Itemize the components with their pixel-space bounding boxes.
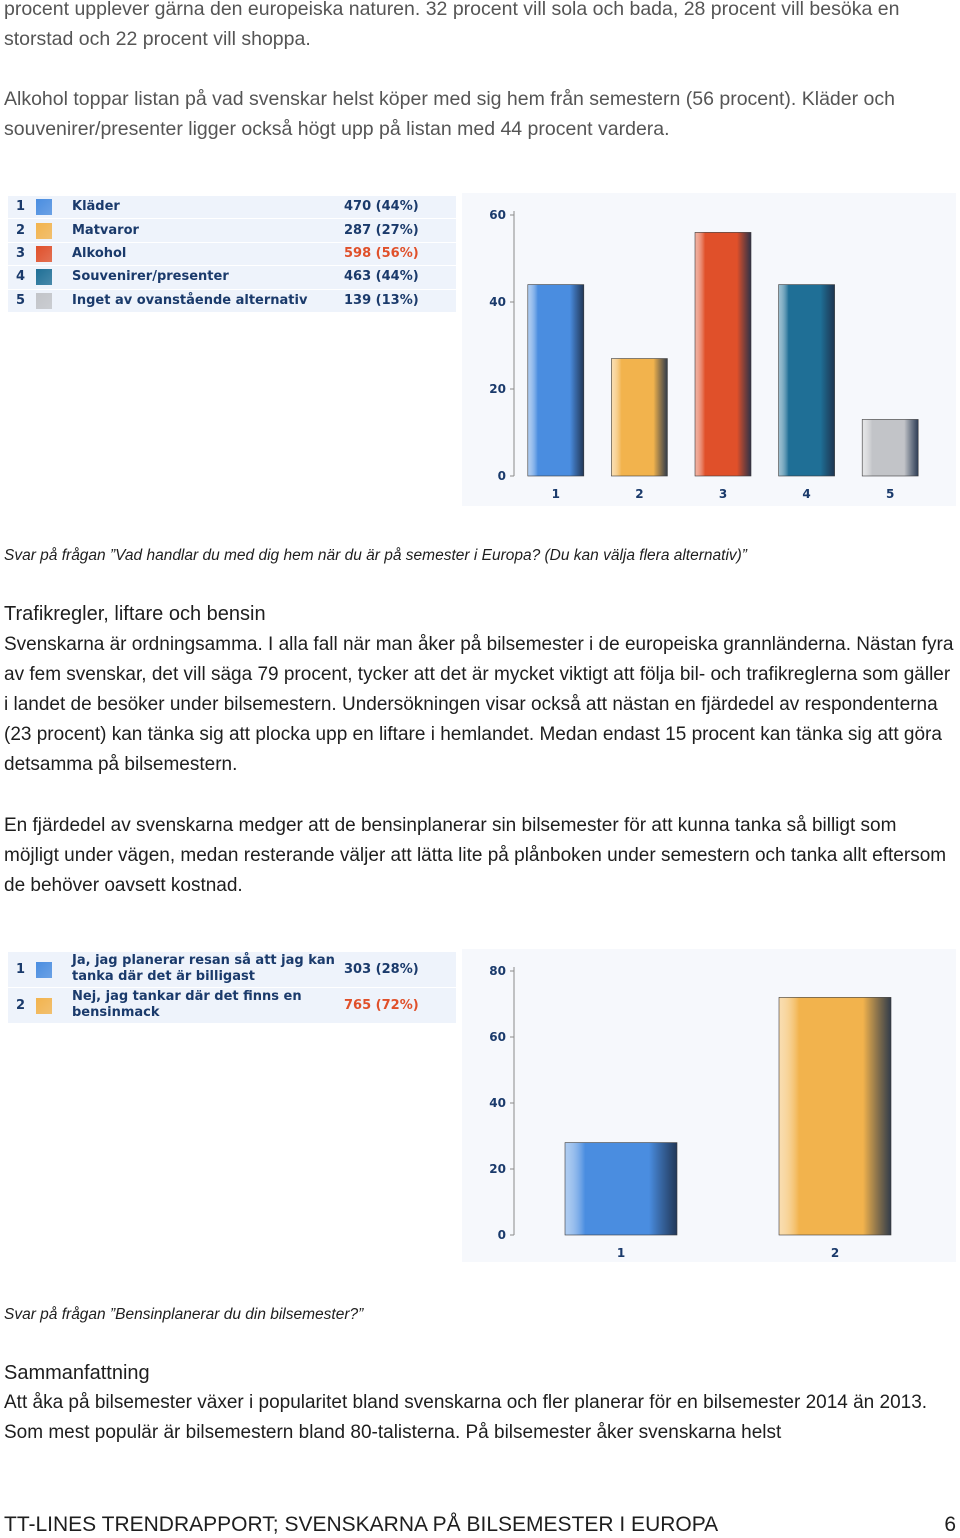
section2-paragraph-2: En fjärdedel av svenskarna medger att de bensinplanerar sin bilsemester för att kunna tanka så billigt som möjligt under vägen, medan resterande väljer att lätta lite på plånboken under semestern och tanka allt eftersom de behöver oavsett kostnad. (4, 815, 947, 896)
legend-label: Matvaror (72, 222, 139, 238)
legend-label: Souvenirer/presenter (72, 269, 229, 285)
survey1-legend-row (8, 290, 456, 312)
legend-value: 470 (44%) (344, 199, 419, 215)
bar-shading-5 (862, 419, 918, 476)
legend-number: 3 (16, 245, 26, 261)
x-tick-label: 2 (635, 487, 644, 501)
bar-shading-2 (779, 997, 891, 1235)
page-number: 6 (944, 1513, 956, 1536)
y-tick-label: 40 (489, 1096, 506, 1110)
bar-shading-1 (565, 1143, 677, 1235)
y-tick-label: 0 (497, 469, 506, 483)
x-tick-label: 1 (551, 487, 560, 501)
survey2-chart-svg (462, 949, 956, 1262)
legend-number: 2 (16, 997, 26, 1013)
intro-paragraph-1: procent upplever gärna den europeiska naturen. 32 procent vill sola och bada, 28 procent vill besöka en storstad och 22 procent vill shoppa. (4, 0, 900, 50)
survey1-bar-chart (462, 193, 956, 506)
legend-label: Nej, jag tankar där det finns en bensinmack (72, 989, 302, 1020)
survey1-legend-row (8, 196, 456, 218)
bar-shading-2 (611, 359, 667, 476)
legend-swatch (36, 293, 52, 309)
legend-swatch (36, 962, 52, 978)
legend-swatch (36, 223, 52, 239)
legend-value: 765 (72%) (344, 997, 419, 1013)
survey2-legend (8, 952, 456, 1024)
survey2-bar-chart (462, 949, 956, 1262)
footer-title: TT-LINES TRENDRAPPORT; SVENSKARNA PÅ BILSEMESTER I EUROPA (4, 1513, 719, 1536)
survey1-legend-row (8, 266, 456, 288)
survey1-legend-row (8, 243, 456, 265)
y-tick-label: 0 (497, 1228, 506, 1242)
survey1-caption: Svar på frågan ”Vad handlar du med dig hem när du är på semester i Europa? (Du kan välja flera alternativ)” (4, 547, 747, 564)
legend-label: Kläder (72, 199, 120, 215)
survey2-legend-row (8, 988, 456, 1023)
legend-number: 5 (16, 292, 26, 308)
legend-value: 303 (28%) (344, 961, 419, 977)
summary-heading: Sammanfattning (4, 1362, 150, 1384)
survey1-legend-row (8, 219, 456, 241)
bar-shading-3 (695, 232, 751, 476)
y-tick-label: 80 (489, 964, 506, 978)
legend-swatch (36, 246, 52, 262)
y-tick-label: 60 (489, 208, 506, 222)
legend-swatch (36, 269, 52, 285)
survey1-chart-svg (462, 193, 956, 506)
legend-label: Inget av ovanstående alternativ (72, 292, 308, 308)
y-tick-label: 40 (489, 295, 506, 309)
y-tick-label: 20 (489, 382, 506, 396)
legend-value: 598 (56%) (344, 245, 419, 261)
legend-value: 463 (44%) (344, 269, 419, 285)
section2-heading: Trafikregler, liftare och bensin (4, 603, 266, 625)
y-tick-label: 60 (489, 1030, 506, 1044)
intro-paragraph-2: Alkohol toppar listan på vad svenskar helst köper med sig hem från semestern (56 procent). Kläder och souvenirer/presenter ligger också högt upp på listan med 44 procent vardera. (4, 88, 895, 140)
legend-number: 1 (16, 961, 26, 977)
x-tick-label: 2 (830, 1246, 840, 1260)
x-tick-label: 1 (616, 1246, 626, 1260)
y-tick-label: 20 (489, 1162, 506, 1176)
bar-shading-4 (779, 285, 835, 476)
summary-paragraph: Att åka på bilsemester växer i popularitet bland svenskarna och fler planerar för en bilsemester 2014 än 2013. Som mest populär är bilsemestern bland 80-talisterna. På bilsemester åker svenskarna helst (4, 1392, 928, 1443)
legend-value: 287 (27%) (344, 222, 419, 238)
legend-number: 4 (16, 269, 26, 285)
x-tick-label: 3 (718, 487, 728, 501)
survey2-caption: Svar på frågan ”Bensinplanerar du din bilsemester?” (4, 1306, 364, 1323)
legend-number: 1 (16, 199, 26, 215)
bar-shading-1 (528, 285, 584, 476)
section2-paragraph-1: Svenskarna är ordningsamma. I alla fall när man åker på bilsemester i de europeiska grannländerna. Nästan fyra av fem svenskar, det vill säga 79 procent, tycker att det är mycket viktigt att följa bil- och trafikreglerna som gäller i landet de besöker under bilsemestern. Undersökningen visar också att nästan en fjärdedel av respondenterna (23 procent) kan tänka sig att plocka upp en liftare i hemlandet. Medan endast 15 procent kan tänka sig att göra detsamma på bilsemestern. (4, 634, 954, 775)
legend-number: 2 (16, 222, 26, 238)
page-footer (4, 1512, 956, 1538)
survey1-legend (8, 196, 456, 313)
survey2-legend-row (8, 952, 456, 987)
x-tick-label: 5 (886, 487, 895, 501)
x-tick-label: 4 (802, 487, 811, 501)
legend-swatch (36, 998, 52, 1014)
legend-swatch (36, 199, 52, 215)
legend-value: 139 (13%) (344, 292, 419, 308)
legend-label: Ja, jag planerar resan så att jag kan tanka där det är billigast (72, 953, 335, 984)
legend-label: Alkohol (72, 245, 127, 261)
